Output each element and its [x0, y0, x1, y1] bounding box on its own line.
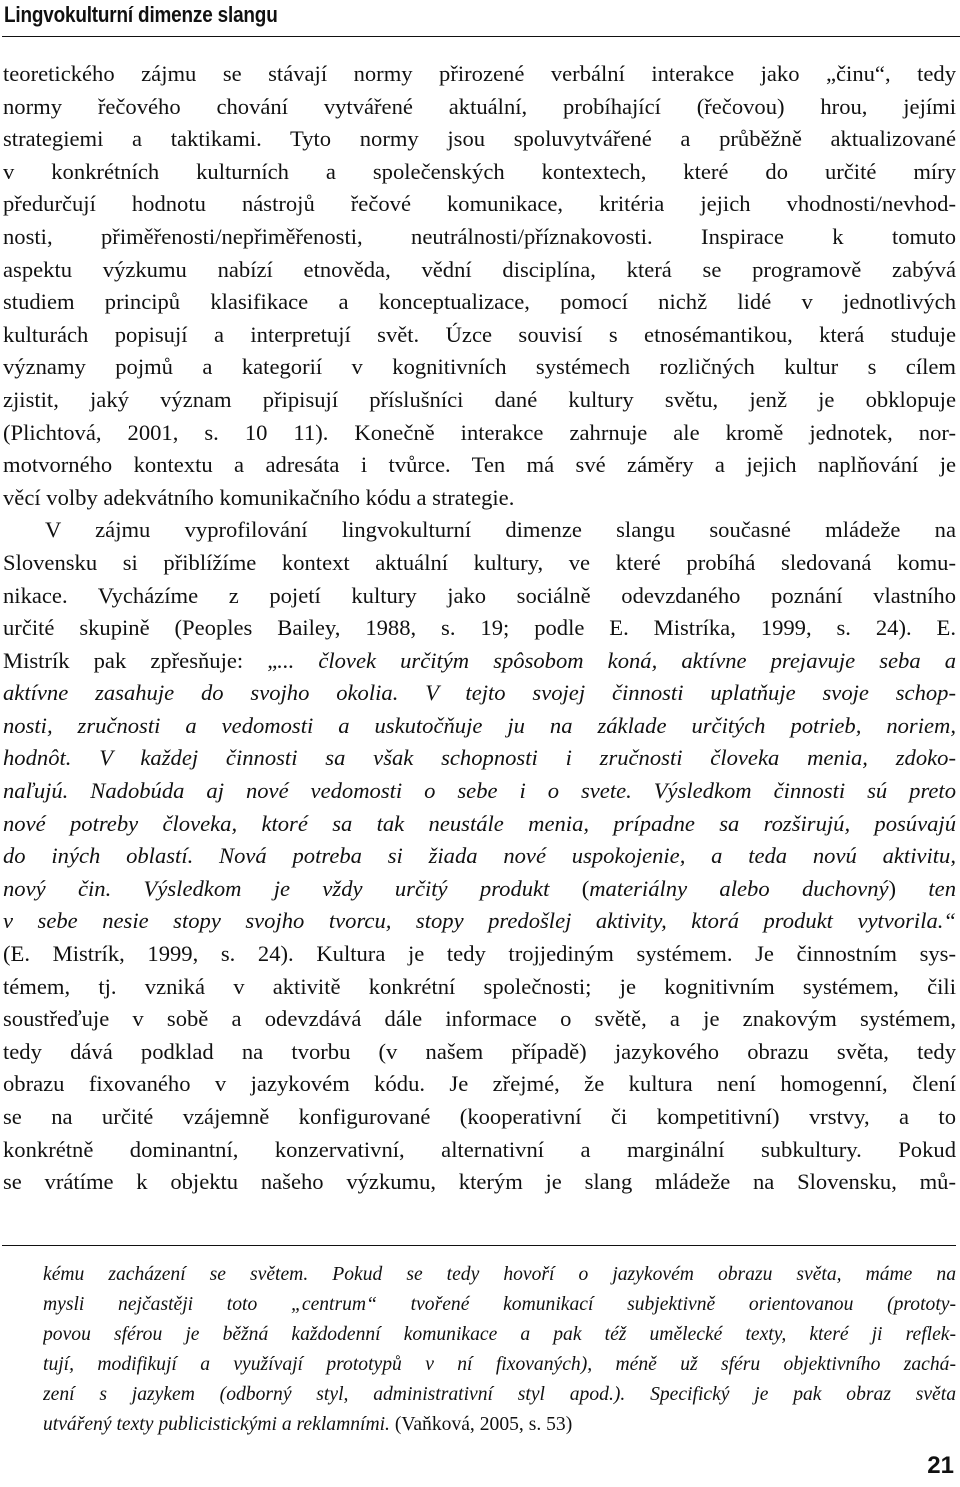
text-run: Mistrík pak zpřesňuje: „	[3, 647, 278, 673]
footnote-line	[43, 1410, 956, 1440]
body-line	[3, 188, 956, 221]
text-run: tují, modifikují a využívají prototypů v ní fixovaných), méně už sféru objektivního zachá-	[43, 1354, 956, 1375]
text-run: ten	[896, 875, 956, 901]
text-run: do iných oblastí. Nová potreba si žiada nové uspokojenie, a teda novú aktivitu,	[3, 843, 956, 869]
footnote-line	[43, 1290, 956, 1320]
text-run: obrazu fixovaného v jazykovém kódu. Je zřejmé, že kultura není homogenní, člení	[3, 1071, 956, 1097]
text-run: věcí volby adekvátního komunikačního kódu a strategie.	[3, 484, 515, 510]
text-run: Slovensku si přiblížíme kontext aktuální kultury, ve které probíhá sledovaná komu-	[3, 549, 956, 575]
body-line	[3, 482, 956, 515]
text-run: témem, tj. vzniká v aktivitě konkrétní společnosti; je kognitivním systémem, čili	[3, 973, 956, 999]
text-run: naľujú. Nadobúda aj nové vedomosti o sebe i o svete. Výsledkom činnosti sú preto	[3, 778, 956, 804]
text-run: se na určité vzájemně konfigurované (kooperativní či kompetitivní) vrstvy, a to	[3, 1104, 956, 1129]
text-run: kulturách popisují a interpretují svět. Úzce souvisí s etnosémantikou, která studuje	[3, 321, 956, 347]
text-run: utvářený texty publicistickými a reklamními.	[43, 1414, 390, 1435]
text-run: povou sférou je běžná každodenní komunikace a pak též umělecké texty, které ji reflek-	[43, 1324, 956, 1345]
body-line	[3, 645, 956, 678]
text-run: zjistit, jaký význam připisují příslušníci dané kultury světu, jenž je obklopuje	[3, 386, 956, 412]
text-run: významy pojmů a kategorií v kognitivních systémech rozličných kultur s cílem	[3, 354, 956, 380]
text-run: nové potreby človeka, ktoré sa tak neustále menia, prípadne sa rozširujú, posúvajú	[3, 810, 956, 836]
body-line	[3, 612, 956, 645]
body-line	[3, 971, 956, 1004]
footnote-separator	[2, 1245, 956, 1246]
body-line	[3, 840, 956, 873]
text-run: (Plichtová, 2001, s. 10 11). Konečně interakce zahrnuje ale kromě jednotek, nor-	[3, 419, 956, 445]
text-run: kému zacházení se světem. Pokud se tedy hovoří o jazykovém obrazu světa, máme na	[43, 1264, 956, 1285]
text-run: konkrétně dominantní, konzervativní, alternativní a marginální subkultury. Pokud	[3, 1136, 956, 1162]
body-line	[3, 938, 956, 971]
text-run: motvorného kontextu a adresáta i tvůrce. Ten má své záměry a jejich naplňování je	[3, 452, 956, 478]
body-line	[3, 905, 956, 938]
body-line	[3, 742, 956, 775]
text-run: ... človek určitým spôsobom koná, aktívne prejavuje seba a	[277, 647, 956, 673]
body-line	[3, 384, 956, 417]
header-rule	[2, 36, 960, 37]
text-run: hodnôt. V každej činnosti sa však schopnosti i zručnosti človeka menia, zdoko-	[3, 745, 956, 771]
body-line	[3, 1068, 956, 1101]
body-line	[3, 580, 956, 613]
body-line	[3, 351, 956, 384]
body-line	[3, 677, 956, 710]
text-run: materiálny alebo duchovný	[589, 875, 889, 901]
text-run: aktívne zasahuje do svojho okolia. V tejto svojej činnosti uplatňuje svoje schop-	[3, 680, 956, 706]
body-line	[3, 1003, 956, 1036]
body-line	[3, 123, 956, 156]
body-text	[3, 58, 956, 1199]
text-run: studiem principů klasifikace a konceptualizace, pomocí nichž lidé v jednotlivých	[3, 289, 956, 315]
body-line	[3, 58, 956, 91]
text-run: (	[581, 875, 590, 901]
body-line	[3, 221, 956, 254]
text-run: strategiemi a taktikami. Tyto normy jsou spoluvytvářené a průběžně aktualizované	[3, 126, 956, 152]
body-line	[3, 710, 956, 743]
text-run: tedy dává podklad na tvorbu (v našem případě) jazykového obrazu světa, tedy	[3, 1038, 956, 1064]
text-run: v sebe nesie stopy svojho tvorcu, stopy predošlej aktivity, ktorá produkt vytvorila.“	[3, 908, 956, 934]
footnote-line	[43, 1260, 956, 1290]
text-run: nosti, zručnosti a vedomosti a uskutočňuje ju na základe určitých potrieb, noriem,	[3, 712, 956, 738]
text-run: nikace. Vycházíme z pojetí kultury jako sociálně odevzdaného poznání vlastního	[3, 582, 956, 608]
text-run: se vrátíme k objektu našeho výzkumu, kterým je slang mládeže na Slovensku, mů-	[3, 1169, 956, 1195]
text-run: teoretického zájmu se stávají normy přirozené verbální interakce jako „činu“, tedy	[3, 61, 956, 86]
footnote-line	[43, 1380, 956, 1410]
body-line	[3, 319, 956, 352]
footnote	[43, 1260, 956, 1440]
body-line	[3, 1134, 956, 1167]
text-run: (E. Mistrík, 1999, s. 24). Kultura je tedy trojjediným systémem. Je činnostním sys-	[3, 941, 956, 967]
text-run: mysli nejčastěji toto „centrum“ tvořené komunikací subjektivně orientovanou (prototy-	[43, 1294, 956, 1315]
body-line	[3, 808, 956, 841]
text-run: normy řečového chování vytvářené aktuální, probíhající (řečovou) hrou, jejími	[3, 93, 956, 119]
text-run: zení s jazykem (odborný styl, administrativní styl apod.). Specifický je pak obraz světa	[43, 1384, 956, 1405]
page-number: 21	[927, 1452, 954, 1479]
text-run: nosti, přiměřenosti/nepřiměřenosti, neutrálnosti/příznakovosti. Inspirace k tomuto	[3, 223, 956, 249]
text-run: )	[888, 875, 897, 901]
body-line	[3, 254, 956, 287]
body-line	[3, 775, 956, 808]
body-line	[3, 286, 956, 319]
body-line	[3, 417, 956, 450]
body-line	[3, 1101, 956, 1134]
footnote-line	[43, 1320, 956, 1350]
text-run: předurčují hodnotu nástrojů řečové komunikace, kritéria jejich vhodnosti/nevhod-	[3, 191, 956, 217]
body-line	[3, 449, 956, 482]
footnote-line	[43, 1350, 956, 1380]
body-line	[3, 873, 956, 906]
body-line	[3, 156, 956, 189]
text-run: nový čin. Výsledkom je vždy určitý produkt	[3, 875, 582, 901]
text-run: určité skupině (Peoples Bailey, 1988, s. 19; podle E. Mistríka, 1999, s. 24). E.	[3, 615, 956, 641]
body-line	[3, 547, 956, 580]
text-run: (Vaňková, 2005, s. 53)	[389, 1414, 573, 1435]
text-run: V zájmu vyprofilování lingvokulturní dimenze slangu současné mládeže na	[45, 517, 956, 543]
body-line	[3, 514, 956, 547]
text-run: v konkrétních kulturních a společenských kontextech, které do určité míry	[3, 158, 956, 184]
body-line	[3, 1036, 956, 1069]
text-run: aspektu výzkumu nabízí etnověda, vědní disciplína, která se programově zabývá	[3, 256, 956, 282]
running-header: Lingvokulturní dimenze slangu	[4, 2, 278, 27]
body-line	[3, 1166, 956, 1199]
text-run: soustřeďuje v sobě a odevzdává dále informace o světě, a je znakovým systémem,	[3, 1006, 956, 1032]
body-line	[3, 91, 956, 124]
